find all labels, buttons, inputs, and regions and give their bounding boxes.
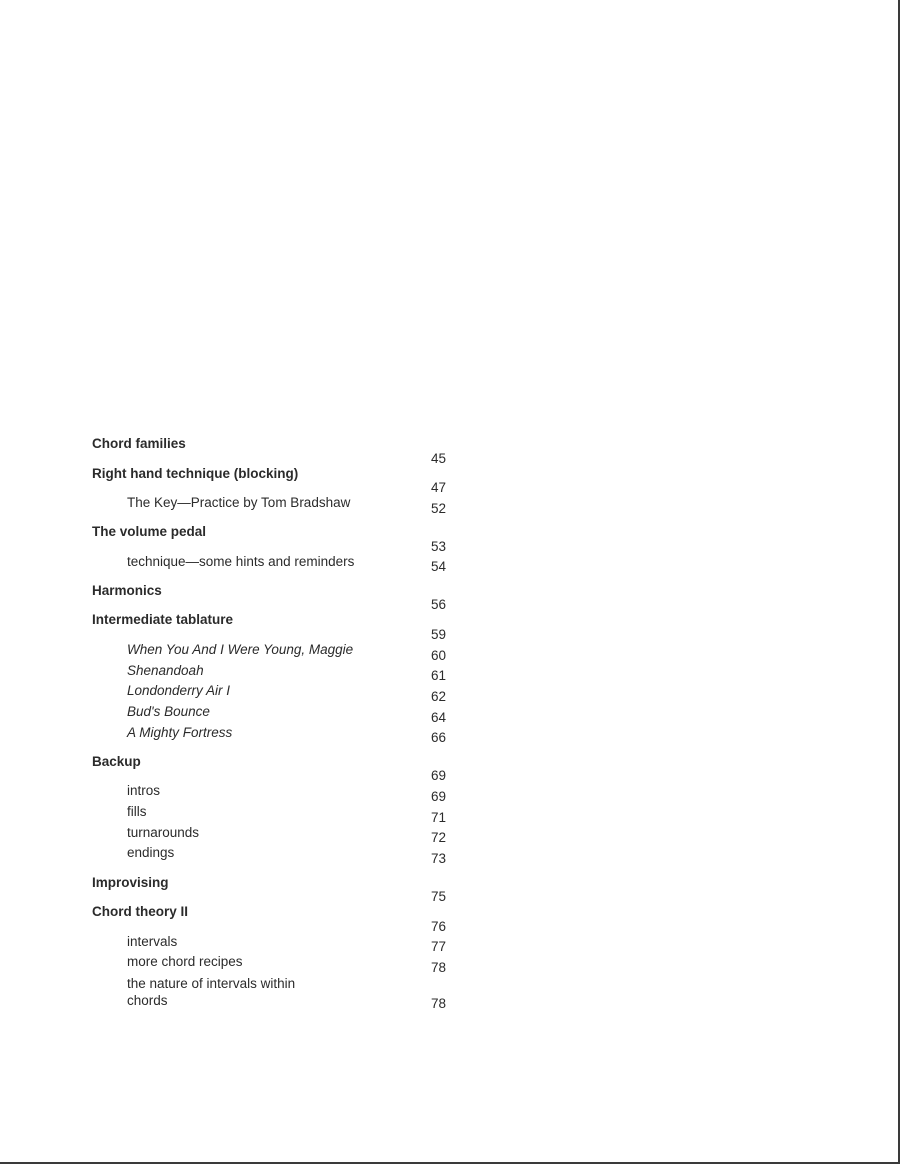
toc-entry-title: Londonderry Air I [127, 683, 231, 699]
toc-subentry [92, 804, 452, 825]
toc-page-number: 71 [430, 809, 446, 825]
toc-subentry [92, 845, 452, 866]
toc-subentry [92, 663, 452, 684]
toc-entry-title: intervals [127, 933, 178, 949]
toc-subentry [92, 725, 452, 746]
toc-page-number: 59 [430, 626, 446, 642]
toc-page-number: 54 [430, 559, 446, 575]
toc-subentry [92, 825, 452, 846]
toc-subentry [92, 642, 452, 663]
toc-page-number: 45 [430, 450, 446, 466]
toc-page-number: 60 [430, 647, 446, 663]
toc-entry-title: Shenandoah [127, 662, 204, 678]
toc-page-number: 62 [430, 688, 446, 704]
toc-page-number: 78 [430, 995, 446, 1011]
toc-page-number: 75 [430, 889, 446, 905]
toc-page-number: 77 [430, 939, 446, 955]
toc-entry-title: Improvising [92, 874, 169, 890]
toc-page-number: 52 [430, 500, 446, 516]
toc-section-entry [92, 904, 452, 934]
toc-page-number: 66 [430, 730, 446, 746]
toc-subentry [92, 954, 452, 975]
toc-page-number: 69 [430, 768, 446, 784]
toc-page-number: 76 [430, 918, 446, 934]
toc-subentry [92, 704, 452, 725]
toc-section-entry [92, 875, 452, 905]
toc-subentry [92, 495, 452, 516]
toc-entry-title: intros [127, 783, 161, 799]
toc-entry-title: Right hand technique (blocking) [92, 465, 299, 481]
toc-entry-title: Harmonics [92, 582, 162, 598]
toc-entry-title: When You And I Were Young, Maggie [127, 641, 354, 657]
toc-entry-title: Backup [92, 753, 141, 769]
toc-page-number: 72 [430, 830, 446, 846]
toc-section-entry [92, 583, 452, 613]
toc-entry-title: more chord recipes [127, 954, 243, 970]
toc-entry-title: the nature of intervals within chords [127, 975, 296, 1008]
toc-page-number: 73 [430, 851, 446, 867]
toc-section-entry [92, 754, 452, 784]
toc-page-number: 61 [430, 668, 446, 684]
toc-entry-title: The volume pedal [92, 524, 207, 540]
toc-subentry [92, 554, 452, 575]
toc-entry-title: The Key—Practice by Tom Bradshaw [127, 495, 351, 510]
toc-section-entry [92, 612, 452, 642]
toc-entry-title: Intermediate tablature [92, 612, 234, 628]
toc-section-entry [92, 436, 452, 466]
toc-entry-title: turnarounds [127, 824, 200, 840]
toc-page-number: 69 [430, 789, 446, 804]
toc-page-number: 47 [430, 480, 446, 495]
toc-subentry [92, 683, 452, 704]
toc-entry-title: Chord families [92, 436, 186, 451]
table-of-contents [92, 436, 452, 1019]
toc-page-number: 53 [430, 538, 446, 554]
toc-subentry [92, 783, 452, 804]
toc-entry-title: endings [127, 845, 175, 861]
toc-page-number: 64 [430, 709, 446, 725]
toc-page-number: 56 [430, 597, 446, 613]
toc-section-entry [92, 466, 452, 496]
toc-entry-title: A Mighty Fortress [127, 724, 233, 740]
toc-subentry [92, 975, 452, 1011]
toc-entry-title: fills [127, 804, 147, 819]
toc-entry-title: technique—some hints and reminders [127, 553, 355, 569]
toc-subentry [92, 934, 452, 955]
toc-page-number: 78 [430, 959, 446, 975]
toc-section-entry [92, 524, 452, 554]
toc-entry-title: Bud's Bounce [127, 703, 210, 719]
toc-entry-title: Chord theory II [92, 904, 189, 920]
